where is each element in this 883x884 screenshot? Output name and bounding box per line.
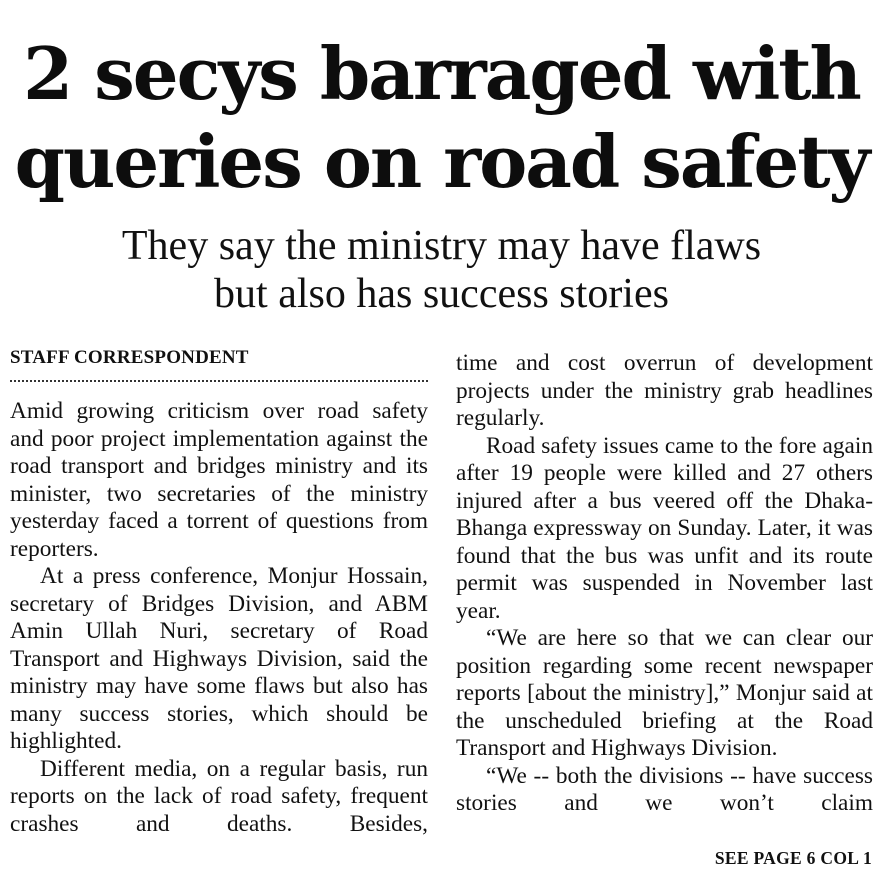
headline-line-1: 2 secys barraged with xyxy=(23,31,860,116)
paragraph-road-safety: Road safety issues came to the fore again after 19 people were killed and 27 others injured after a bus veered off the Dhaka-Bhanga expressway on Sunday. Later, it was found that the bus was unfit and its route permit was suspended in November last year. xyxy=(456,432,873,624)
paragraph-success-stories: “We -- both the divisions -- have success stories and we won’t claim xyxy=(456,762,873,816)
headline-line-2: queries on road safety xyxy=(14,119,869,204)
byline: STAFF CORRESPONDENT xyxy=(10,347,249,368)
article-column-right xyxy=(456,350,873,818)
paragraph-intro: Amid growing criticism over road safety and poor project implementation against the road transport and bridges ministry and its minister, two secretaries of the ministry yesterday faced a torrent of questions from reporters. xyxy=(10,398,428,562)
byline-dotted-rule xyxy=(10,380,428,382)
subheadline-line-2: but also has success stories xyxy=(214,271,669,317)
paragraph-monjur-quote: “We are here so that we can clear our position regarding some recent newspaper reports [about the ministry],” Monjur said at the unscheduled briefing at the Road Transport and Highways Division. xyxy=(456,625,873,761)
headline xyxy=(0,30,883,206)
jump-line[interactable]: SEE PAGE 6 COL 1 xyxy=(714,848,872,868)
paragraph-continuation: time and cost overrun of development projects under the ministry grab headlines regularly. xyxy=(456,350,873,431)
subheadline xyxy=(0,222,883,318)
paragraph-media-reports: Different media, on a regular basis, run reports on the lack of road safety, frequent crashes and deaths. Besides, xyxy=(10,755,428,837)
subheadline-line-1: They say the ministry may have flaws xyxy=(121,223,762,269)
paragraph-press-conference: At a press conference, Monjur Hossain, secretary of Bridges Division, and ABM Amin Ullah Nuri, secretary of Road Transport and Highways Division, said the ministry may have some flaws but also has many success stories, which should be highlighted. xyxy=(10,563,428,754)
article-column-left xyxy=(10,398,428,838)
